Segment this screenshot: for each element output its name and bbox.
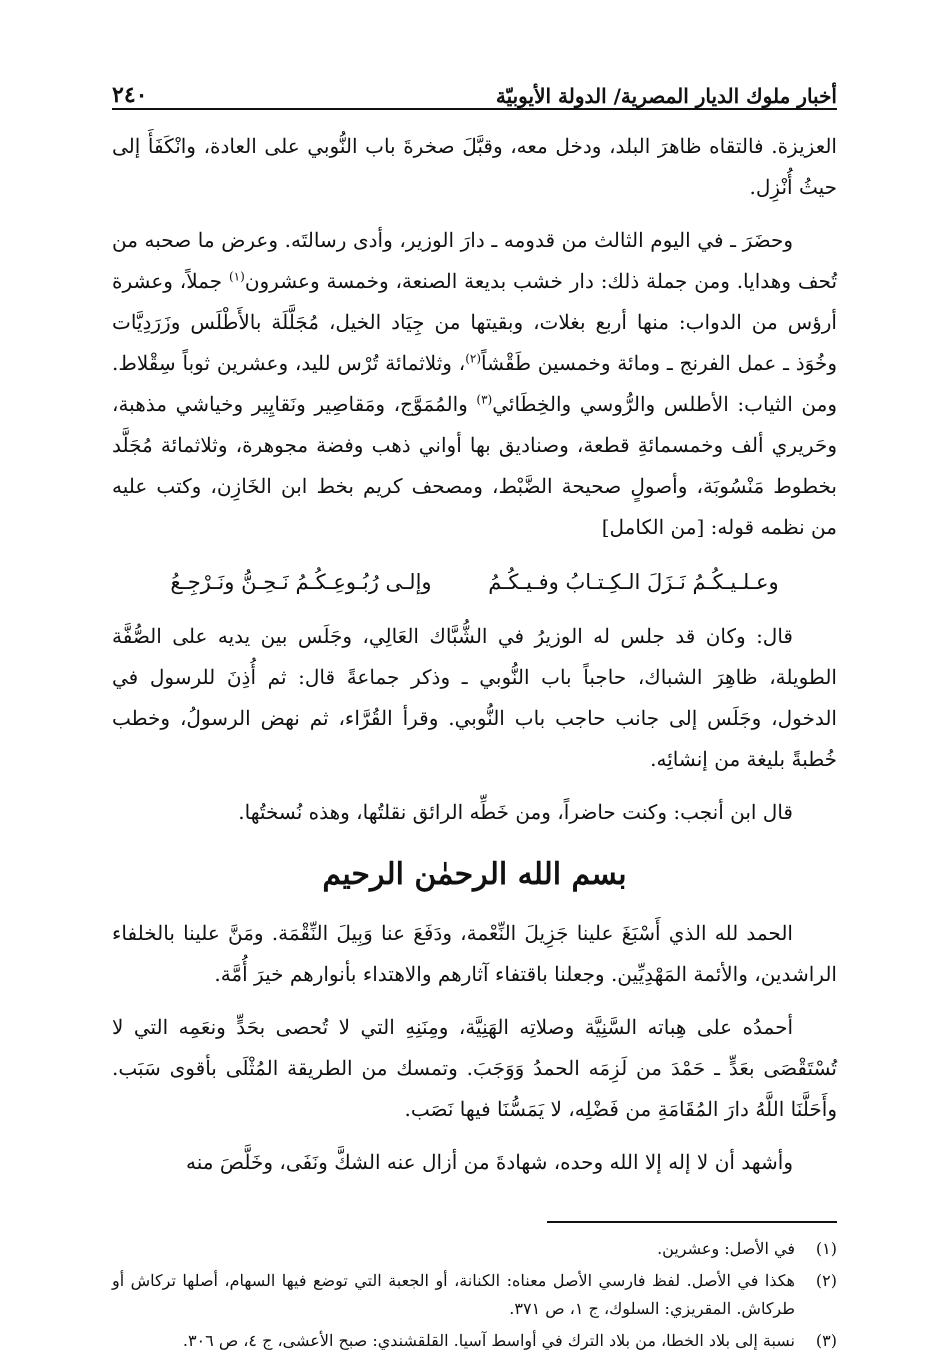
paragraph-5: الحمد لله الذي أَسْبَغَ علينا جَزِيلَ النِّعْمة، ودَفَعَ عنا وَبِيلَ النِّقْمَة. ومَنَّ علينا بالخلفاء الراشدين، والأئمة المَهْدِيِّين. وجعلنا باقتفاء آثارهم والاهتداء بأنوارهم خيرَ أُمَّة. bbox=[112, 921, 837, 986]
paragraph-7: وأشهد أن لا إله إلا الله وحده، شهادةَ من أزال عنه الشكَّ ونَفَى، وخَلَّصَ منه bbox=[186, 1150, 793, 1174]
footnote-text: هكذا في الأصل. لفظ فارسي الأصل معناه: الكنانة، أو الجعبة التي توضع فيها السهام، أصلها تركاش أو طركاش. المقريزي: السلوك، ج ١، ص ٣٧١. bbox=[112, 1271, 795, 1318]
footnote-2 bbox=[112, 1267, 837, 1323]
poem-verse bbox=[112, 560, 837, 604]
basmala-heading: بسم الله الرحمٰن الرحيم bbox=[322, 857, 627, 892]
footnote-number: (٢) bbox=[815, 1271, 837, 1290]
paragraph-2-part-c: ، وثلاثمائة تُرْس لليد، وعشرين ثوباً سِقْلاط. ومن الثياب: الأطلس والرُّوسي والخِطَائي bbox=[112, 351, 837, 416]
running-head: أخبار ملوك الديار المصرية/ الدولة الأيوبيّة bbox=[495, 84, 837, 108]
footnote-number: (١) bbox=[815, 1239, 837, 1258]
paragraph-2-part-d: والمُمَوَّج، ومَقاصِير ونَقايِير وخياشي مذهبة، وحَريري ألف وخمسمائةِ قطعة، وصناديق بها أواني ذهب وفضة مجوهرة، وثلاثمائة مُجَلَّد بخطوط مَنْسُوبَة، وأصولٍ صحيحة الضَّبْط، ومصحف كريم بخط ابن الخَازِن، وكتب عليه من نظمه قوله: [من الكامل] bbox=[112, 392, 837, 539]
page-number: ٢٤٠ bbox=[112, 82, 148, 108]
paragraph-4: قال ابن أنجب: وكنت حاضراً، ومن خَطِّه الرائق نقلتُها، وهذه نُسختُها. bbox=[238, 800, 793, 824]
footnotes bbox=[112, 1235, 837, 1355]
footnote-1 bbox=[112, 1235, 837, 1263]
footnote-ref-2: (٢) bbox=[465, 351, 482, 366]
footnote-divider bbox=[547, 1221, 837, 1223]
footnote-3 bbox=[112, 1327, 837, 1355]
footnote-text: في الأصل: وعشرين. bbox=[657, 1239, 795, 1258]
paragraph-3: قال: وكان قد جلس له الوزيرُ في الشُّبَّاك العَالِي، وجَلَس بين يديه على الصُّفَّة الطويلة، ظاهِرَ الشباك، حاجباً باب النُّوبي ـ وذكر جماعةً قال: ثم أُذِنَ للرسول في الدخول، وجَلَس إلى جانب حاجب باب النُّوبي. وقرأ القُرَّاء، ثم نهض الرسولُ، وخطب خُطبةً بليغة من إنشائِه. bbox=[112, 624, 837, 771]
footnote-text: نسبة إلى بلاد الخطا، من بلاد الترك في أواسط آسيا. القلقشندي: صبح الأعشى، ج ٤، ص ٣٠٦. bbox=[182, 1331, 795, 1350]
page-header bbox=[112, 70, 837, 110]
paragraph-2 bbox=[112, 220, 837, 548]
verse-hemistich-1: وعـلـيـكُـمُ نَـزَلَ الـكِـتـابُ وفـيـكُـمُ bbox=[488, 570, 779, 594]
footnote-ref-1: (١) bbox=[228, 269, 245, 284]
paragraph-1: العزيزة. فالتقاه ظاهرَ البلد، ودخل معه، وقبَّلَ صخرةَ باب النُّوبي على العادة، وانْكَفَأَ إلى حيثُ أُنْزِل. bbox=[112, 134, 837, 199]
verse-hemistich-2: وإلـى رُبُـوعِـكُـمُ نَـحِـنُّ ونَـرْجِـعُ bbox=[170, 570, 432, 594]
paragraph-6: أحمدُه على هِباته السَّنِيَّة وصلاتِه الهَنِيَّة، ومِنَنِهِ التي لا تُحصى بحَدٍّ ونعَمِه التي لا تُسْتَقْصَى بعَدٍّ ـ حَمْدَ من لَزِمَه الحمدُ وَوَجَبَ. وتمسك من الطريقة المُثْلَى بأقوى سَبَب. وأَحَلَّنَا اللَّهُ دارَ المُقَامَةِ من فَضْلِه، لا يَمَسُّنَا فيها نَصَب. bbox=[112, 1015, 837, 1121]
paragraph-2-part-a: وحضَرَ ـ في اليوم الثالث من قدومه ـ دارَ الوزير، وأدى رسالتَه. وعرض ما صحبه من تُحف وهدايا. ومن جملة ذلك: دار خشب بديعة الصنعة، وخمسة وعشرون bbox=[112, 228, 838, 293]
footnote-number: (٣) bbox=[815, 1331, 837, 1350]
footnote-ref-3: (٣) bbox=[476, 392, 493, 407]
paragraph-2-part-b: جملاً، وعشرة أرؤس من الدواب: منها أربع بغلات، وبقيتها من جِيَاد الخيل، مُجَلَّلَة بالأَطْلَس وزَرَدِيَّات وخُوَذ ـ عمل الفرنج ـ ومائة وخمسين طَقْشاً bbox=[112, 269, 837, 375]
